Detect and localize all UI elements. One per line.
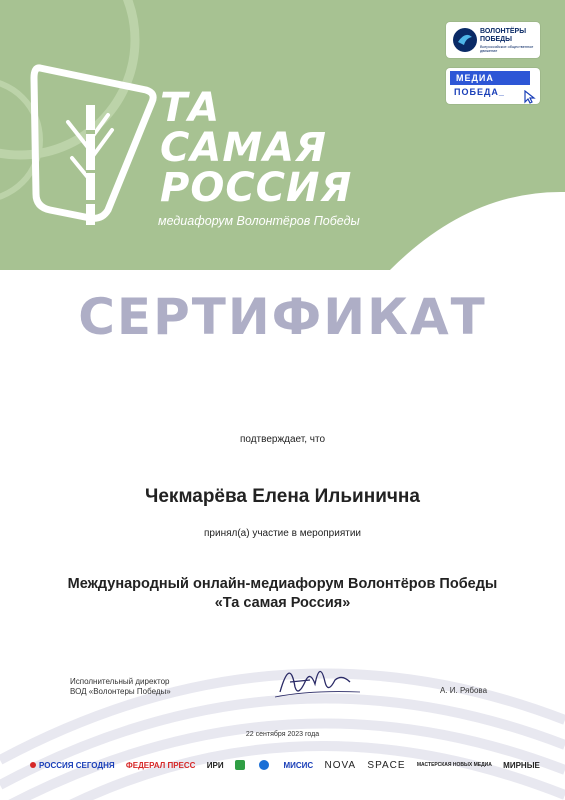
title-line-2: САМАЯ [160,125,327,171]
certificate-date: 22 сентября 2023 года [245,731,320,738]
star-icon [30,762,36,768]
confirm-text: подтверждает, что [239,434,326,445]
media-title: МЕДИА [450,71,530,85]
new-media-logo: МАСТЕРСКАЯ НОВЫХ МЕДИА [416,762,492,768]
nova-logo: NOVA [324,759,357,771]
media-pobeda-text: ПОБЕДА_ [454,87,505,97]
space-logo: SPACE [367,759,406,771]
rossiya-segodnya-logo [30,761,115,770]
white-curve [0,0,565,280]
rossiya-segodnya-text: РОССИЯ СЕГОДНЯ [39,760,115,770]
director-line-2: ВОД «Волонтеры Победы» [70,687,171,696]
participation-text: принял(а) участие в мероприятии [204,528,361,539]
event-name-line2: «Та самая Россия» [214,595,351,611]
director-line-1: Исполнительный директор [70,677,170,686]
signer-name: А. И. Рябова [440,686,488,695]
event-name-line1: Международный онлайн-медиафорум Волонтёров Победы [67,576,498,592]
title-line-3: РОССИЯ [160,165,353,211]
forum-subtitle: медиафорум Волонтёров Победы [158,214,360,228]
volunteers-title: ВОЛОНТЁРЫ ПОБЕДЫ [480,28,527,43]
mirnye-logo: МИРНЫЕ [503,760,540,770]
director-title [70,677,171,697]
iri-logo: ИРИ [206,760,224,770]
misis-logo: МИСИС [283,760,314,770]
volunteers-subtitle: Всероссийское общественное движение [480,45,534,54]
title-line-1: ТА [160,85,221,131]
partner-logos [30,755,540,775]
certificate-title: СЕРТИФИКАТ [78,288,487,346]
signature-icon [270,652,365,707]
federal-press-logo: ФЕДЕРАЛ ПРЕСС [125,760,196,770]
round-badge-icon [259,760,272,770]
green-badge-icon [235,760,248,770]
recipient-name: Чекмарёва Елена Ильинична [145,486,420,507]
